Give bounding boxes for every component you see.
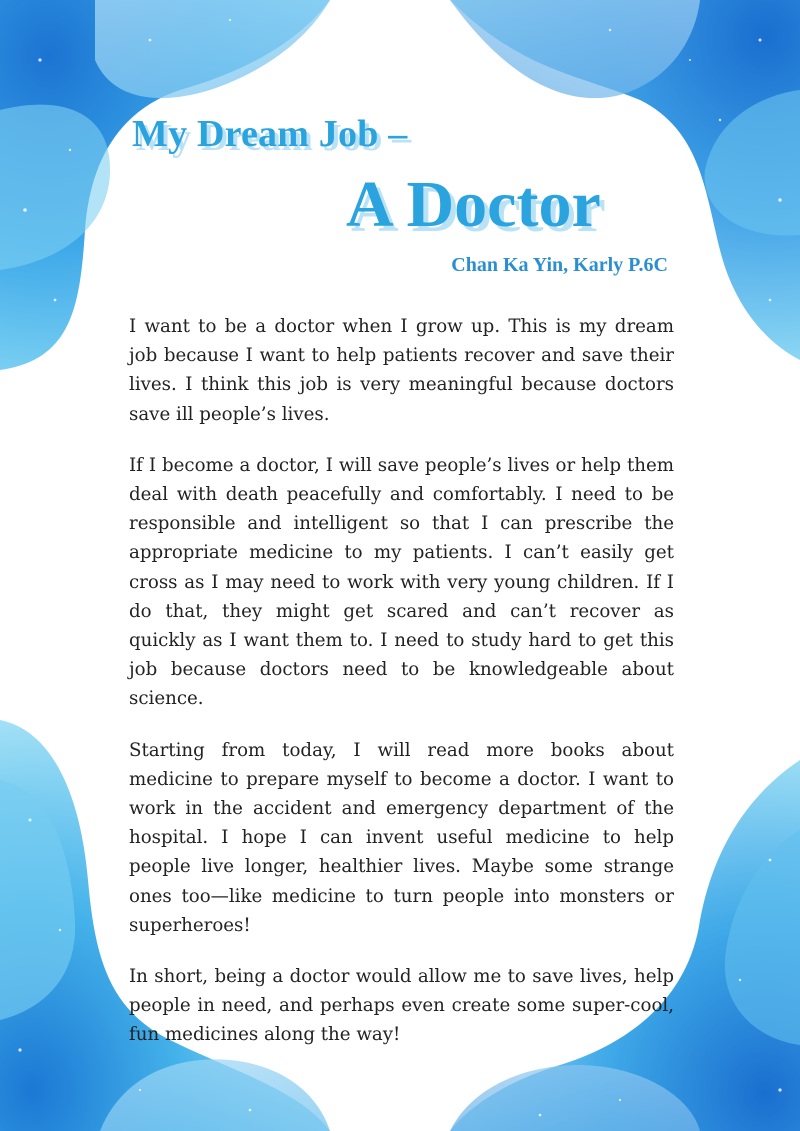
title-line-1: My Dream Job –	[132, 113, 408, 155]
paragraph-3: Starting from today, I will read more books about medicine to prepare myself to become a doctor. I want to work in the accident and emergency department of the hospital. I hope I can invent useful medicine to help people live longer, healthier lives. Maybe some strange ones too—like medicine to turn people into monsters or superheroes!	[129, 739, 674, 936]
title-line-2: A Doctor	[346, 168, 601, 241]
paragraph-4: In short, being a doctor would allow me to save lives, help people in need, and perhaps even create some super-cool, fun medicines along the way!	[129, 966, 674, 1046]
paragraph-2: If I become a doctor, I will save people’s lives or help them deal with death peacefully and comfortably. I need to be responsible and intelligent so that I can prescribe the appropriate medicine to my patients. I can’t easily get cross as I may need to work with very young children. If I do that, they might get scared and can’t recover as quickly as I want them to. I need to study hard to get this job because doctors need to be knowledgeable about science.	[129, 454, 674, 710]
paragraph-1: I want to be a doctor when I grow up. This is my dream job because I want to help patients recover and save their lives. I think this job is very meaningful because doctors save ill people’s lives.	[129, 316, 674, 425]
essay-body	[129, 312, 674, 1072]
author-byline: Chan Ka Yin, Karly P.6C	[451, 254, 668, 276]
